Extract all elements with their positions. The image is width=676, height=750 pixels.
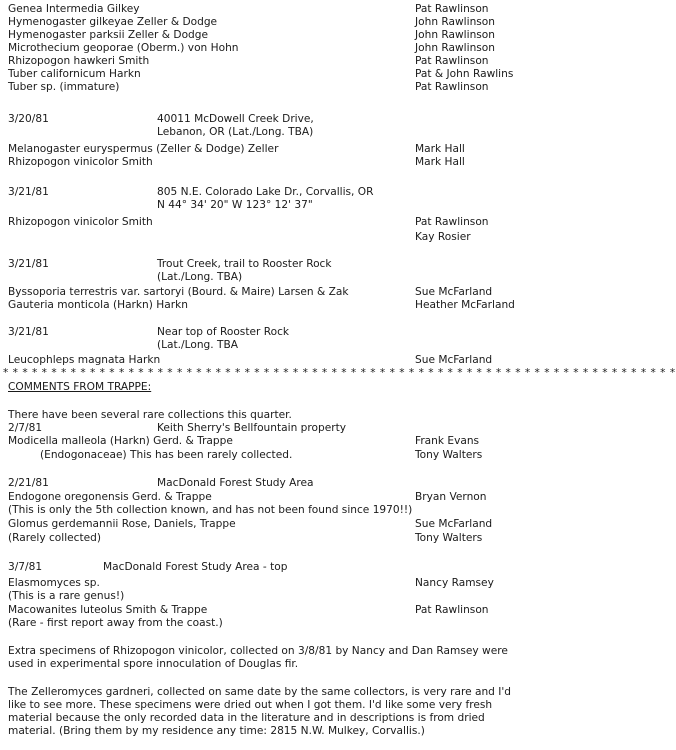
collector-name: Sue McFarland <box>415 518 493 530</box>
list-item <box>8 29 508 42</box>
species-name: Byssoporia terrestris var. sartoryi (Bourd. & Maire) Larsen & Zak <box>8 286 349 298</box>
entry-header <box>8 199 508 212</box>
comments-intro <box>8 409 508 422</box>
species-name: Modicella malleola (Harkn) Gerd. & Trappe <box>8 435 233 447</box>
entry-header <box>8 477 508 490</box>
species-name: Hymenogaster gilkeyae Zeller & Dodge <box>8 16 218 28</box>
species-name: Macowanites luteolus Smith & Trappe <box>8 604 208 616</box>
collector-name: John Rawlinson <box>415 16 496 28</box>
species-note <box>8 617 508 630</box>
entry-date: 3/21/81 <box>8 186 49 198</box>
collector-name: Sue McFarland <box>415 354 493 366</box>
list-item <box>8 156 508 169</box>
list-item <box>8 449 508 462</box>
collector-name: Sue McFarland <box>415 286 493 298</box>
entry-location: Near top of Rooster Rock <box>157 326 290 338</box>
entry-location: MacDonald Forest Study Area <box>157 477 314 489</box>
entry-location: 40011 McDowell Creek Drive, <box>157 113 314 125</box>
species-name: Tuber sp. (immature) <box>8 81 120 93</box>
list-item <box>8 216 508 229</box>
paragraph-line: Extra specimens of Rhizopogon vinicolor, collected on 3/8/81 by Nancy and Dan Ramsey were <box>8 645 508 657</box>
entry-header <box>8 258 508 271</box>
list-item <box>8 299 515 312</box>
collector-name: Kay Rosier <box>415 231 471 243</box>
list-item <box>8 354 508 367</box>
collector-name: Nancy Ramsey <box>415 577 494 589</box>
note-text: (This is a rare genus!) <box>8 590 125 602</box>
paragraph-line: material. (Bring them by my residence any time: 2815 N.W. Mulkey, Corvallis.) <box>8 725 425 737</box>
collector-name: Bryan Vernon <box>415 491 487 503</box>
list-item <box>8 3 508 16</box>
collector-name: John Rawlinson <box>415 29 496 41</box>
entry-date: 2/7/81 <box>8 422 43 434</box>
entry-date: 2/21/81 <box>8 477 49 489</box>
entry-header <box>8 271 508 284</box>
entry-location: Trout Creek, trail to Rooster Rock <box>157 258 332 270</box>
intro-text: There have been several rare collections this quarter. <box>8 409 292 421</box>
list-item <box>8 435 508 448</box>
collector-name: Pat & John Rawlins <box>415 68 514 80</box>
list-item <box>8 577 508 590</box>
entry-header <box>8 326 508 339</box>
collector-name: Pat Rawlinson <box>415 3 489 15</box>
species-name: Genea Intermedia Gilkey <box>8 3 140 15</box>
collector-name: Pat Rawlinson <box>415 55 489 67</box>
species-name: Tuber californicum Harkn <box>8 68 141 80</box>
entry-date: 3/21/81 <box>8 326 49 338</box>
list-item <box>8 68 514 81</box>
paragraph-line: The Zelleromyces gardneri, collected on same date by the same collectors, is very rare and I'd <box>8 686 512 698</box>
paragraph-line: material because the only recorded data in the literature and in descriptions is from dried <box>8 712 485 724</box>
species-name: Glomus gerdemannii Rose, Daniels, Trappe <box>8 518 236 530</box>
entry-header <box>8 126 508 139</box>
collector-name: Frank Evans <box>415 435 480 447</box>
entry-location: 805 N.E. Colorado Lake Dr., Corvallis, OR <box>157 186 374 198</box>
collector-name: Heather McFarland <box>415 299 515 311</box>
list-item <box>8 81 508 94</box>
species-name: Gauteria monticola (Harkn) Harkn <box>8 299 188 311</box>
entry-location: MacDonald Forest Study Area - top <box>103 561 288 573</box>
star-divider: * * * * * * * * * * * * * * * * * * * * * * * * * * * * * * * * * * * * * * * * * * * * * * * * * * * * * * * * * * * * * * * * * * * * * * <box>3 367 676 379</box>
collector-name: Mark Hall <box>415 143 465 155</box>
list-item <box>8 231 508 244</box>
list-item <box>8 16 508 29</box>
entry-header <box>8 561 508 574</box>
list-item <box>8 55 508 68</box>
species-name: Leucophleps magnata Harkn <box>8 354 161 366</box>
species-name: Microthecium geoporae (Oberm.) von Hohn <box>8 42 239 54</box>
list-item <box>8 143 508 156</box>
entry-date: 3/21/81 <box>8 258 49 270</box>
entry-date: 3/7/81 <box>8 561 43 573</box>
collector-name: Tony Walters <box>415 532 483 544</box>
species-name: Rhizopogon vinicolor Smith <box>8 156 153 168</box>
species-note <box>8 590 508 603</box>
collector-name: Mark Hall <box>415 156 465 168</box>
species-name: Melanogaster euryspermus (Zeller & Dodge) Zeller <box>8 143 279 155</box>
species-note: (Rarely collected) <box>8 532 102 544</box>
species-note <box>8 504 508 517</box>
species-name: Rhizopogon hawkeri Smith <box>8 55 150 67</box>
collector-name: Pat Rawlinson <box>415 81 489 93</box>
list-item <box>8 286 508 299</box>
collector-name: Pat Rawlinson <box>415 604 489 616</box>
species-note: (Endogonaceae) This has been rarely collected. <box>40 449 293 461</box>
entry-header <box>8 113 508 126</box>
list-item <box>8 491 508 504</box>
entry-coordinates: N 44° 34' 20" W 123° 12' 37" <box>157 199 313 211</box>
entry-location: (Lat./Long. TBA <box>157 339 238 351</box>
entry-location: Keith Sherry's Bellfountain property <box>157 422 346 434</box>
entry-header <box>8 186 508 199</box>
section-heading: COMMENTS FROM TRAPPE: <box>8 381 152 393</box>
note-text: (Rare - first report away from the coast.) <box>8 617 223 629</box>
species-name: Endogone oregonensis Gerd. & Trappe <box>8 491 212 503</box>
entry-header <box>8 339 508 352</box>
entry-location: (Lat./Long. TBA) <box>157 271 243 283</box>
entry-header <box>8 422 508 435</box>
collector-name: John Rawlinson <box>415 42 496 54</box>
collector-name: Pat Rawlinson <box>415 216 489 228</box>
species-name: Rhizopogon vinicolor Smith <box>8 216 153 228</box>
species-name: Elasmomyces sp. <box>8 577 100 589</box>
list-item <box>8 532 508 545</box>
species-name: Hymenogaster parksii Zeller & Dodge <box>8 29 209 41</box>
list-item <box>8 604 508 617</box>
list-item <box>8 42 508 55</box>
entry-date: 3/20/81 <box>8 113 49 125</box>
collector-name: Tony Walters <box>415 449 483 461</box>
paragraph-line: like to see more. These specimens were dried out when I got them. I'd like some very fresh <box>8 699 493 711</box>
paragraph-line: used in experimental spore innoculation of Douglas fir. <box>8 658 299 670</box>
list-item <box>8 518 508 531</box>
note-text: (This is only the 5th collection known, and has not been found since 1970!!) <box>8 504 413 516</box>
entry-location: Lebanon, OR (Lat./Long. TBA) <box>157 126 314 138</box>
